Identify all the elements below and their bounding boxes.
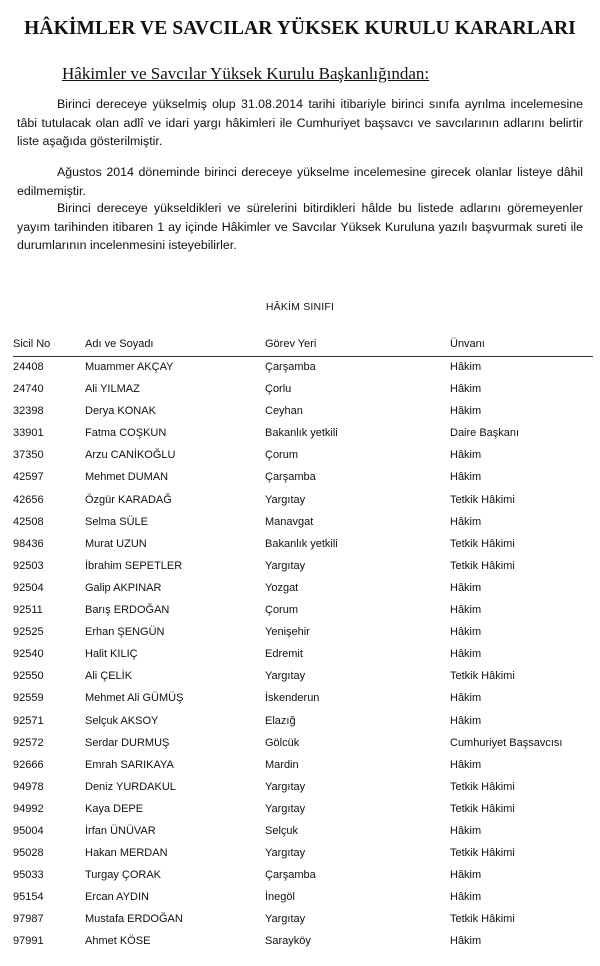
name-cell: Özgür KARADAĞ [85, 493, 172, 506]
registry-no-cell: 97991 [13, 935, 44, 948]
registry-no-cell: 42656 [13, 493, 44, 506]
table-row [13, 423, 593, 445]
name-cell: Halit KILIÇ [85, 648, 138, 661]
registry-no-cell: 24740 [13, 383, 44, 396]
title-cell: Hâkim [450, 648, 482, 661]
section-heading: HÂKİM SINIFI [265, 301, 335, 313]
title-cell: Hâkim [450, 515, 482, 528]
name-cell: Muammer AKÇAY [85, 361, 174, 373]
table-body [13, 357, 593, 954]
duty-location-cell: Sarayköy [265, 935, 311, 948]
duty-location-cell: Yargıtay [265, 493, 306, 506]
title-cell: Hâkim [450, 869, 482, 882]
duty-location-cell: İskenderun [265, 692, 320, 705]
name-cell: Ali YILMAZ [85, 383, 140, 396]
registry-no-cell: 95004 [13, 824, 44, 837]
name-cell: Ali ÇELİK [85, 670, 133, 683]
registry-no-cell: 37350 [13, 449, 44, 462]
duty-location-cell: Bakanlık yetkili [265, 537, 338, 550]
paragraph-text: Birinci dereceye yükselmiş olup 31.08.2014 tarihi itibariyle birinci sınıfa ayrılma incelemesine tâbi tutulacak olan adlî ve idari yargı hâkimleri ile Cumhuriyet başsavcı ve savcılarının adlarını belirtir liste aşağıda gösterilmiştir. [17, 97, 583, 148]
paragraph-3 [17, 199, 583, 255]
registry-no-cell: 32398 [13, 405, 44, 418]
table-row [13, 445, 593, 467]
duty-location-cell: Yargıtay [265, 802, 306, 815]
table-row [13, 556, 593, 578]
header-duty-location: Görev Yeri [265, 338, 317, 350]
table-row [13, 357, 593, 379]
title-cell: Hâkim [450, 581, 482, 594]
registry-no-cell: 92572 [13, 736, 44, 749]
duty-location-cell: Yargıtay [265, 670, 306, 683]
table-row [13, 379, 593, 401]
duty-location-cell: Çarşamba [265, 869, 316, 882]
duty-location-cell: Yozgat [265, 581, 299, 594]
table-row [13, 490, 593, 512]
registry-no-cell: 95154 [13, 891, 44, 904]
name-cell: Ahmet KÖSE [85, 935, 151, 948]
duty-location-cell: Gölcük [265, 736, 300, 749]
paragraph-text: Birinci dereceye yükseldikleri ve sürelerini bitirdikleri hâlde bu listede adlarını göremeyenler yayım tarihinden itibaren 1 ay içinde Hâkimler ve Savcılar Yüksek Kuruluna yazılı başvurmak sureti ile durumlarının incelenmesini isteyebilirler. [17, 201, 583, 252]
title-cell: Hâkim [450, 824, 482, 837]
name-cell: Barış ERDOĞAN [85, 604, 170, 617]
registry-no-cell: 92666 [13, 758, 44, 771]
table-row [13, 799, 593, 821]
registry-no-cell: 92504 [13, 581, 44, 594]
duty-location-cell: Çorlu [265, 383, 292, 396]
title-cell: Hâkim [450, 604, 482, 617]
title-cell: Tetkik Hâkimi [450, 537, 515, 550]
duty-location-cell: Yargıtay [265, 847, 306, 860]
registry-no-cell: 92540 [13, 648, 44, 661]
duty-location-cell: Mardin [265, 758, 299, 771]
registry-no-cell: 94978 [13, 780, 44, 793]
paragraph-text: Ağustos 2014 döneminde birinci dereceye yükselme incelemesine girecek olanlar listeye dâhil edilmemiştir. [17, 165, 583, 198]
name-cell: Erhan ŞENGÜN [85, 626, 165, 639]
registry-no-cell: 92503 [13, 559, 44, 572]
registry-no-cell: 92511 [13, 604, 43, 617]
title-cell: Hâkim [450, 692, 482, 705]
registry-no-cell: 42597 [13, 471, 44, 484]
table-row [13, 821, 593, 843]
name-cell: Emrah SARIKAYA [85, 758, 174, 771]
name-cell: Arzu CANİKOĞLU [85, 449, 176, 462]
duty-location-cell: Edremit [265, 648, 303, 661]
name-cell: Selçuk AKSOY [85, 714, 159, 727]
title-cell: Hâkim [450, 891, 482, 904]
table-row [13, 777, 593, 799]
registry-no-cell: 94992 [13, 802, 44, 815]
name-cell: İrfan ÜNÜVAR [85, 824, 156, 837]
duty-location-cell: Yenişehir [265, 626, 310, 639]
registry-no-cell: 95028 [13, 847, 44, 860]
table-row [13, 843, 593, 865]
registry-no-cell: 42508 [13, 515, 44, 528]
table-row [13, 887, 593, 909]
title-cell: Tetkik Hâkimi [450, 670, 515, 683]
table-row [13, 534, 593, 556]
duty-location-cell: Manavgat [265, 515, 314, 528]
title-cell: Tetkik Hâkimi [450, 847, 515, 860]
title-cell: Hâkim [450, 361, 482, 373]
table-row [13, 666, 593, 688]
registry-no-cell: 92571 [13, 714, 44, 727]
header-title: Ünvanı [450, 338, 485, 350]
table-row [13, 467, 593, 489]
name-cell: Deniz YURDAKUL [85, 780, 176, 793]
table-header [13, 336, 593, 357]
registry-no-cell: 97987 [13, 913, 44, 926]
duty-location-cell: Yargıtay [265, 913, 306, 926]
duty-location-cell: Ceyhan [265, 405, 303, 418]
table-row [13, 755, 593, 777]
name-cell: Turgay ÇORAK [85, 869, 162, 882]
title-cell: Hâkim [450, 405, 482, 418]
duty-location-cell: Selçuk [265, 824, 299, 837]
title-cell: Cumhuriyet Başsavcısı [450, 736, 563, 749]
table-row [13, 622, 593, 644]
header-name: Adı ve Soyadı [85, 338, 154, 350]
page-title: HÂKİMLER VE SAVCILAR YÜKSEK KURULU KARARLARI [24, 18, 576, 39]
registry-no-cell: 92550 [13, 670, 44, 683]
name-cell: Ercan AYDIN [85, 891, 149, 904]
name-cell: Mehmet DUMAN [85, 471, 169, 484]
title-cell: Hâkim [450, 758, 482, 771]
table-row [13, 401, 593, 423]
table-row [13, 909, 593, 931]
duty-location-cell: Elazığ [265, 714, 296, 727]
name-cell: Mustafa ERDOĞAN [85, 913, 183, 926]
name-cell: Fatma COŞKUN [85, 427, 167, 440]
paragraph-1 [17, 95, 583, 151]
issuer-heading: Hâkimler ve Savcılar Yüksek Kurulu Başkanlığından: [62, 64, 430, 83]
title-cell: Hâkim [450, 626, 482, 639]
table-row [13, 688, 593, 710]
registry-no-cell: 98436 [13, 537, 44, 550]
name-cell: Kaya DEPE [85, 802, 144, 815]
table-row [13, 600, 593, 622]
table-row [13, 733, 593, 755]
title-cell: Tetkik Hâkimi [450, 493, 515, 506]
name-cell: Serdar DURMUŞ [85, 736, 170, 749]
registry-no-cell: 92525 [13, 626, 44, 639]
title-cell: Hâkim [450, 471, 482, 484]
duty-location-cell: Bakanlık yetkili [265, 427, 338, 440]
title-cell: Tetkik Hâkimi [450, 913, 515, 926]
duty-location-cell: Çarşamba [265, 361, 316, 373]
registry-no-cell: 92559 [13, 692, 44, 705]
header-registry-no: Sicil No [13, 338, 51, 350]
judges-table [13, 336, 593, 954]
duty-location-cell: Çorum [265, 604, 299, 617]
duty-location-cell: İnegöl [265, 891, 295, 904]
name-cell: Murat UZUN [85, 537, 147, 550]
registry-no-cell: 33901 [13, 427, 44, 440]
title-cell: Tetkik Hâkimi [450, 802, 515, 815]
title-cell: Hâkim [450, 383, 482, 396]
duty-location-cell: Yargıtay [265, 780, 306, 793]
table-row [13, 931, 593, 953]
title-cell: Hâkim [450, 714, 482, 727]
title-cell: Hâkim [450, 935, 482, 948]
title-cell: Tetkik Hâkimi [450, 780, 515, 793]
registry-no-cell: 24408 [13, 361, 44, 373]
registry-no-cell: 95033 [13, 869, 44, 882]
name-cell: İbrahim SEPETLER [85, 559, 183, 572]
paragraph-2 [17, 163, 583, 200]
name-cell: Selma SÜLE [85, 515, 148, 528]
table-row [13, 578, 593, 600]
duty-location-cell: Yargıtay [265, 559, 306, 572]
title-cell: Hâkim [450, 449, 482, 462]
table-row [13, 711, 593, 733]
title-cell: Tetkik Hâkimi [450, 559, 515, 572]
table-row [13, 512, 593, 534]
name-cell: Hakan MERDAN [85, 847, 168, 860]
name-cell: Galip AKPINAR [85, 581, 162, 594]
name-cell: Derya KONAK [85, 405, 156, 418]
name-cell: Mehmet Ali GÜMÜŞ [85, 692, 184, 705]
duty-location-cell: Çorum [265, 449, 299, 462]
duty-location-cell: Çarşamba [265, 471, 316, 484]
table-row [13, 865, 593, 887]
title-cell: Daire Başkanı [450, 427, 520, 440]
table-row [13, 644, 593, 666]
